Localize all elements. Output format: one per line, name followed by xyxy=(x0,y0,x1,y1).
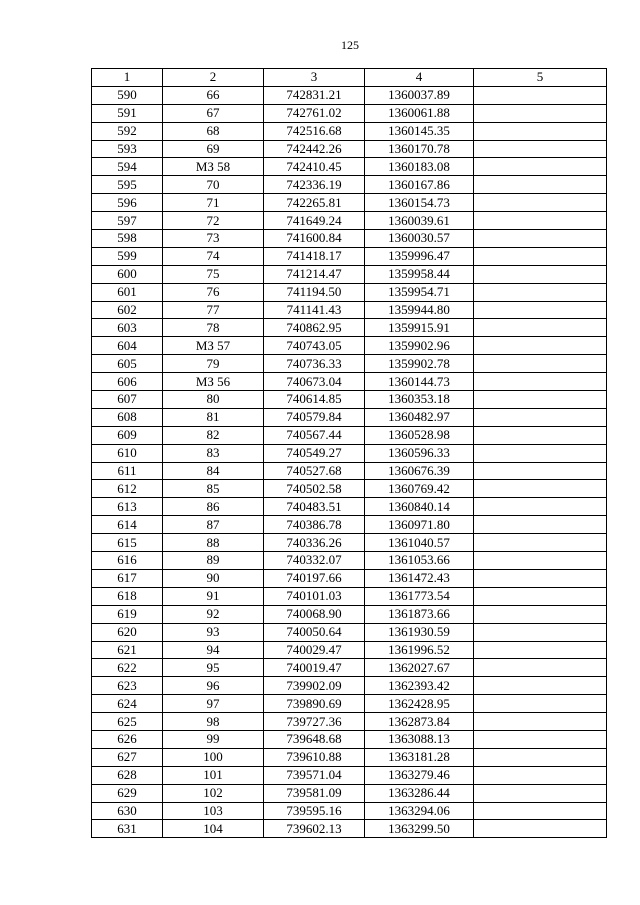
table-cell-col2: 101 xyxy=(163,766,264,784)
table-cell-col2: 83 xyxy=(163,444,264,462)
table-cell-col2: 68 xyxy=(163,122,264,140)
table-cell-col1: 605 xyxy=(92,355,163,373)
table-cell-col4: 1362873.84 xyxy=(365,713,474,731)
table-cell-col4: 1361930.59 xyxy=(365,623,474,641)
table-row xyxy=(92,122,607,140)
table-cell-col3: 741214.47 xyxy=(264,265,365,283)
table-header-row xyxy=(92,69,607,87)
table-cell-col1: 624 xyxy=(92,695,163,713)
table-cell-col1: 616 xyxy=(92,552,163,570)
table-row xyxy=(92,766,607,784)
table-cell-col4: 1360353.18 xyxy=(365,391,474,409)
table-row xyxy=(92,462,607,480)
table-cell-col4: 1362027.67 xyxy=(365,659,474,677)
table-cell-col1: 604 xyxy=(92,337,163,355)
table-row xyxy=(92,158,607,176)
table-cell-col3: 740567.44 xyxy=(264,426,365,444)
table-cell-col2: 80 xyxy=(163,391,264,409)
table-row xyxy=(92,194,607,212)
table-cell-col4: 1360030.57 xyxy=(365,230,474,248)
table-cell-col2: МЗ 58 xyxy=(163,158,264,176)
table-cell-col5 xyxy=(474,766,607,784)
table-cell-col4: 1360037.89 xyxy=(365,86,474,104)
table-cell-col4: 1361472.43 xyxy=(365,569,474,587)
table-cell-col3: 740332.07 xyxy=(264,552,365,570)
table-cell-col4: 1359954.71 xyxy=(365,283,474,301)
table-cell-col3: 740736.33 xyxy=(264,355,365,373)
table-cell-col1: 611 xyxy=(92,462,163,480)
table-cell-col3: 740549.27 xyxy=(264,444,365,462)
table-cell-col2: 96 xyxy=(163,677,264,695)
table-cell-col3: 739610.88 xyxy=(264,748,365,766)
table-row xyxy=(92,552,607,570)
table-cell-col4: 1359915.91 xyxy=(365,319,474,337)
table-cell-col4: 1361053.66 xyxy=(365,552,474,570)
table-cell-col1: 593 xyxy=(92,140,163,158)
table-cell-col1: 618 xyxy=(92,587,163,605)
table-cell-col4: 1360170.78 xyxy=(365,140,474,158)
table-cell-col4: 1360167.86 xyxy=(365,176,474,194)
table-cell-col4: 1363299.50 xyxy=(365,820,474,838)
table-row xyxy=(92,319,607,337)
table-cell-col2: 103 xyxy=(163,802,264,820)
table-cell-col5 xyxy=(474,319,607,337)
table-cell-col4: 1360971.80 xyxy=(365,516,474,534)
table-row xyxy=(92,355,607,373)
table-cell-col1: 619 xyxy=(92,605,163,623)
table-cell-col1: 591 xyxy=(92,104,163,122)
table-cell-col4: 1361773.54 xyxy=(365,587,474,605)
table-cell-col5 xyxy=(474,695,607,713)
table-row xyxy=(92,391,607,409)
table-cell-col2: МЗ 57 xyxy=(163,337,264,355)
table-cell-col1: 596 xyxy=(92,194,163,212)
table-row xyxy=(92,641,607,659)
table-cell-col4: 1360596.33 xyxy=(365,444,474,462)
table-cell-col3: 740386.78 xyxy=(264,516,365,534)
table-cell-col3: 739595.16 xyxy=(264,802,365,820)
table-cell-col1: 610 xyxy=(92,444,163,462)
table-cell-col3: 739602.13 xyxy=(264,820,365,838)
table-cell-col4: 1359902.96 xyxy=(365,337,474,355)
table-cell-col5 xyxy=(474,212,607,230)
table-cell-col4: 1359944.80 xyxy=(365,301,474,319)
table-cell-col2: 85 xyxy=(163,480,264,498)
table-cell-col5 xyxy=(474,587,607,605)
table-cell-col5 xyxy=(474,802,607,820)
table-cell-col1: 598 xyxy=(92,230,163,248)
table-cell-col5 xyxy=(474,176,607,194)
table-cell-col2: 72 xyxy=(163,212,264,230)
table-cell-col4: 1360840.14 xyxy=(365,498,474,516)
table-cell-col1: 629 xyxy=(92,784,163,802)
table-cell-col2: 79 xyxy=(163,355,264,373)
table-cell-col1: 620 xyxy=(92,623,163,641)
table-cell-col4: 1360154.73 xyxy=(365,194,474,212)
table-row xyxy=(92,230,607,248)
table-cell-col1: 613 xyxy=(92,498,163,516)
table-row xyxy=(92,86,607,104)
table-row xyxy=(92,516,607,534)
table-cell-col3: 742410.45 xyxy=(264,158,365,176)
table-cell-col2: 102 xyxy=(163,784,264,802)
table-cell-col1: 617 xyxy=(92,569,163,587)
table-cell-col5 xyxy=(474,301,607,319)
table-cell-col5 xyxy=(474,86,607,104)
table-row xyxy=(92,802,607,820)
table-cell-col5 xyxy=(474,677,607,695)
table-row xyxy=(92,695,607,713)
table-cell-col5 xyxy=(474,230,607,248)
table-row xyxy=(92,784,607,802)
table-row xyxy=(92,730,607,748)
table-cell-col3: 741194.50 xyxy=(264,283,365,301)
table-cell-col5 xyxy=(474,552,607,570)
table-cell-col5 xyxy=(474,730,607,748)
table-cell-col5 xyxy=(474,247,607,265)
table-cell-col1: 623 xyxy=(92,677,163,695)
table-cell-col5 xyxy=(474,444,607,462)
table-cell-col1: 597 xyxy=(92,212,163,230)
table-cell-col5 xyxy=(474,659,607,677)
table-cell-col4: 1360183.08 xyxy=(365,158,474,176)
table-cell-col2: 71 xyxy=(163,194,264,212)
table-cell-col3: 742516.68 xyxy=(264,122,365,140)
table-cell-col4: 1363294.06 xyxy=(365,802,474,820)
table-cell-col5 xyxy=(474,462,607,480)
table-cell-col1: 612 xyxy=(92,480,163,498)
table-cell-col1: 601 xyxy=(92,283,163,301)
table-row xyxy=(92,247,607,265)
table-cell-col5 xyxy=(474,373,607,391)
table-cell-col2: 87 xyxy=(163,516,264,534)
table-cell-col4: 1360145.35 xyxy=(365,122,474,140)
table-row xyxy=(92,677,607,695)
table-cell-col5 xyxy=(474,605,607,623)
table-cell-col3: 739902.09 xyxy=(264,677,365,695)
column-header-1: 1 xyxy=(92,69,163,87)
table-cell-col4: 1359958.44 xyxy=(365,265,474,283)
table-cell-col2: 90 xyxy=(163,569,264,587)
table-cell-col2: 93 xyxy=(163,623,264,641)
table-cell-col2: 77 xyxy=(163,301,264,319)
table-row xyxy=(92,426,607,444)
table-cell-col3: 739648.68 xyxy=(264,730,365,748)
table-cell-col3: 741649.24 xyxy=(264,212,365,230)
table-cell-col3: 742265.81 xyxy=(264,194,365,212)
table-cell-col3: 740336.26 xyxy=(264,534,365,552)
table-cell-col5 xyxy=(474,748,607,766)
table-cell-col5 xyxy=(474,498,607,516)
table-cell-col1: 615 xyxy=(92,534,163,552)
table-row xyxy=(92,140,607,158)
table-cell-col5 xyxy=(474,641,607,659)
table-cell-col5 xyxy=(474,516,607,534)
table-cell-col5 xyxy=(474,104,607,122)
table-cell-col1: 627 xyxy=(92,748,163,766)
table-row xyxy=(92,569,607,587)
table-cell-col5 xyxy=(474,337,607,355)
table-cell-col5 xyxy=(474,713,607,731)
table-cell-col4: 1359996.47 xyxy=(365,247,474,265)
table-cell-col2: 76 xyxy=(163,283,264,301)
table-cell-col5 xyxy=(474,820,607,838)
table-cell-col3: 740527.68 xyxy=(264,462,365,480)
table-cell-col2: 99 xyxy=(163,730,264,748)
table-row xyxy=(92,301,607,319)
table-cell-col3: 741141.43 xyxy=(264,301,365,319)
table-cell-col3: 739890.69 xyxy=(264,695,365,713)
table-cell-col1: 602 xyxy=(92,301,163,319)
table-cell-col2: 66 xyxy=(163,86,264,104)
table-cell-col2: 75 xyxy=(163,265,264,283)
table-cell-col1: 608 xyxy=(92,408,163,426)
table-cell-col2: 78 xyxy=(163,319,264,337)
table-cell-col5 xyxy=(474,283,607,301)
table-cell-col4: 1363181.28 xyxy=(365,748,474,766)
table-cell-col3: 742831.21 xyxy=(264,86,365,104)
table-cell-col5 xyxy=(474,122,607,140)
table-cell-col2: 104 xyxy=(163,820,264,838)
table-row xyxy=(92,212,607,230)
table-cell-col5 xyxy=(474,426,607,444)
table-cell-col2: 100 xyxy=(163,748,264,766)
table-row xyxy=(92,480,607,498)
table-cell-col3: 740050.64 xyxy=(264,623,365,641)
table-cell-col4: 1362393.42 xyxy=(365,677,474,695)
table-cell-col2: 70 xyxy=(163,176,264,194)
table-cell-col5 xyxy=(474,194,607,212)
table-cell-col3: 740483.51 xyxy=(264,498,365,516)
table-cell-col2: 84 xyxy=(163,462,264,480)
table-row xyxy=(92,623,607,641)
table-cell-col1: 595 xyxy=(92,176,163,194)
table-row xyxy=(92,713,607,731)
table-cell-col2: 91 xyxy=(163,587,264,605)
table-row xyxy=(92,605,607,623)
table-cell-col2: 95 xyxy=(163,659,264,677)
table-cell-col2: 82 xyxy=(163,426,264,444)
table-cell-col1: 603 xyxy=(92,319,163,337)
table-cell-col5 xyxy=(474,623,607,641)
table-cell-col1: 599 xyxy=(92,247,163,265)
table-row xyxy=(92,408,607,426)
table-cell-col5 xyxy=(474,158,607,176)
table-cell-col3: 742761.02 xyxy=(264,104,365,122)
table-cell-col3: 740614.85 xyxy=(264,391,365,409)
table-cell-col3: 740068.90 xyxy=(264,605,365,623)
table-cell-col2: 88 xyxy=(163,534,264,552)
coordinates-table xyxy=(91,68,607,838)
table-cell-col2: 73 xyxy=(163,230,264,248)
column-header-3: 3 xyxy=(264,69,365,87)
table-cell-col4: 1363286.44 xyxy=(365,784,474,802)
table-cell-col5 xyxy=(474,355,607,373)
table-cell-col4: 1361996.52 xyxy=(365,641,474,659)
table-body xyxy=(92,86,607,837)
table-cell-col4: 1361873.66 xyxy=(365,605,474,623)
table-cell-col5 xyxy=(474,480,607,498)
column-header-2: 2 xyxy=(163,69,264,87)
table-cell-col1: 630 xyxy=(92,802,163,820)
table-cell-col3: 739581.09 xyxy=(264,784,365,802)
table-cell-col2: 98 xyxy=(163,713,264,731)
table-cell-col1: 592 xyxy=(92,122,163,140)
table-cell-col1: 590 xyxy=(92,86,163,104)
table-cell-col2: 69 xyxy=(163,140,264,158)
table-cell-col3: 740101.03 xyxy=(264,587,365,605)
table-cell-col5 xyxy=(474,408,607,426)
table-cell-col1: 626 xyxy=(92,730,163,748)
table-cell-col3: 741418.17 xyxy=(264,247,365,265)
table-cell-col2: 97 xyxy=(163,695,264,713)
table-row xyxy=(92,337,607,355)
table-cell-col3: 739727.36 xyxy=(264,713,365,731)
table-row xyxy=(92,373,607,391)
table-cell-col4: 1359902.78 xyxy=(365,355,474,373)
table-cell-col4: 1360676.39 xyxy=(365,462,474,480)
table-cell-col2: 92 xyxy=(163,605,264,623)
table-cell-col3: 740743.05 xyxy=(264,337,365,355)
table-cell-col2: 81 xyxy=(163,408,264,426)
table-cell-col5 xyxy=(474,569,607,587)
table-cell-col5 xyxy=(474,391,607,409)
table-cell-col2: МЗ 56 xyxy=(163,373,264,391)
table-cell-col3: 740862.95 xyxy=(264,319,365,337)
table-row xyxy=(92,534,607,552)
table-cell-col4: 1360061.88 xyxy=(365,104,474,122)
table-cell-col4: 1360769.42 xyxy=(365,480,474,498)
table-cell-col4: 1360039.61 xyxy=(365,212,474,230)
table-cell-col4: 1360528.98 xyxy=(365,426,474,444)
table-cell-col4: 1363279.46 xyxy=(365,766,474,784)
table-row xyxy=(92,444,607,462)
page-number: 125 xyxy=(341,38,359,52)
table-cell-col4: 1362428.95 xyxy=(365,695,474,713)
table-cell-col3: 742442.26 xyxy=(264,140,365,158)
table-cell-col1: 606 xyxy=(92,373,163,391)
column-header-4: 4 xyxy=(365,69,474,87)
table-row xyxy=(92,104,607,122)
table-row xyxy=(92,283,607,301)
table-row xyxy=(92,265,607,283)
table-cell-col5 xyxy=(474,534,607,552)
table-cell-col1: 614 xyxy=(92,516,163,534)
table-cell-col1: 625 xyxy=(92,713,163,731)
table-cell-col3: 742336.19 xyxy=(264,176,365,194)
table-cell-col1: 600 xyxy=(92,265,163,283)
table-cell-col4: 1363088.13 xyxy=(365,730,474,748)
table-row xyxy=(92,748,607,766)
table-cell-col3: 740197.66 xyxy=(264,569,365,587)
table-cell-col2: 67 xyxy=(163,104,264,122)
table-cell-col2: 94 xyxy=(163,641,264,659)
table-cell-col4: 1361040.57 xyxy=(365,534,474,552)
table-cell-col5 xyxy=(474,140,607,158)
table-cell-col1: 631 xyxy=(92,820,163,838)
table-cell-col5 xyxy=(474,265,607,283)
table-row xyxy=(92,659,607,677)
table-cell-col1: 628 xyxy=(92,766,163,784)
column-header-5: 5 xyxy=(474,69,607,87)
table-cell-col3: 740029.47 xyxy=(264,641,365,659)
table-row xyxy=(92,820,607,838)
table-cell-col1: 621 xyxy=(92,641,163,659)
table-cell-col3: 740502.58 xyxy=(264,480,365,498)
table-row xyxy=(92,176,607,194)
table-row xyxy=(92,498,607,516)
table-cell-col1: 607 xyxy=(92,391,163,409)
table-cell-col2: 74 xyxy=(163,247,264,265)
table-cell-col3: 740673.04 xyxy=(264,373,365,391)
table-cell-col1: 622 xyxy=(92,659,163,677)
table-cell-col3: 739571.04 xyxy=(264,766,365,784)
table-cell-col5 xyxy=(474,784,607,802)
table-cell-col2: 86 xyxy=(163,498,264,516)
table-cell-col4: 1360482.97 xyxy=(365,408,474,426)
table-cell-col3: 740019.47 xyxy=(264,659,365,677)
table-cell-col2: 89 xyxy=(163,552,264,570)
table-cell-col4: 1360144.73 xyxy=(365,373,474,391)
table-cell-col1: 594 xyxy=(92,158,163,176)
table-cell-col3: 740579.84 xyxy=(264,408,365,426)
table-row xyxy=(92,587,607,605)
table-cell-col3: 741600.84 xyxy=(264,230,365,248)
table-cell-col1: 609 xyxy=(92,426,163,444)
